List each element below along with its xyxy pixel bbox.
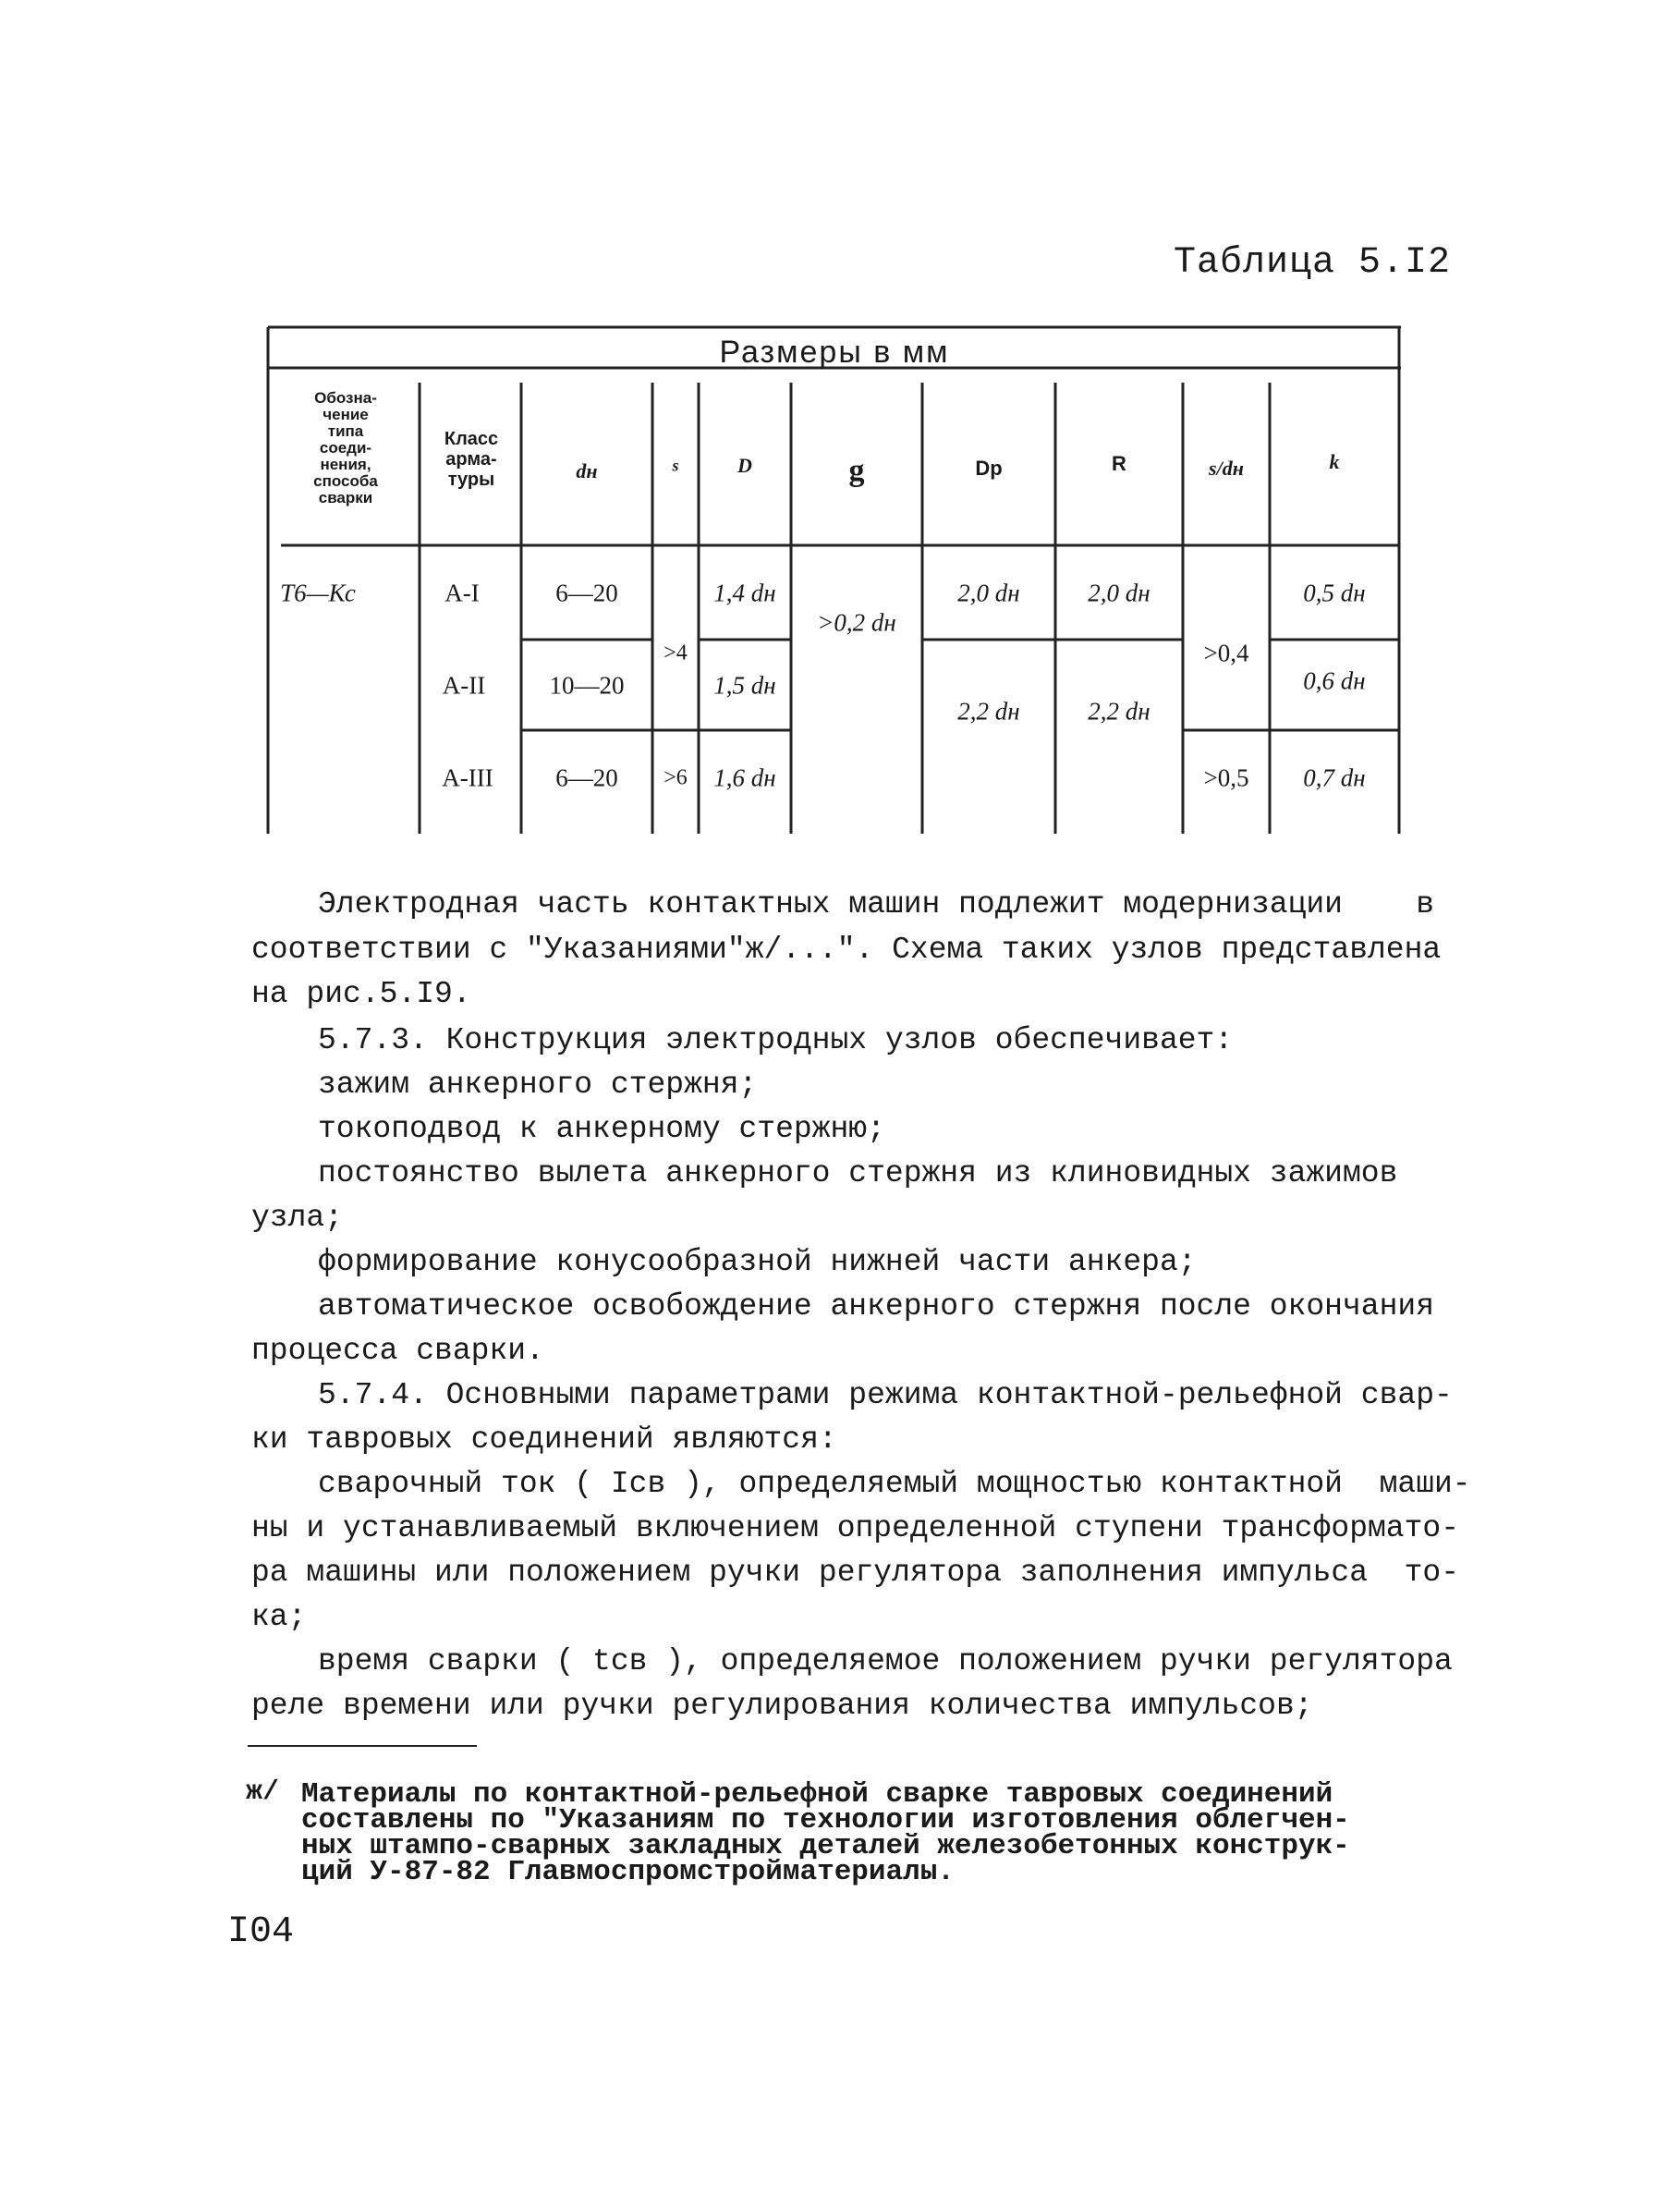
welding-time-line-2: реле времени или ручки регулирования количества импульсов; — [251, 1689, 1313, 1723]
item-cone-forming: формирование конусообразной нижней части анкера; — [318, 1245, 1197, 1279]
table-units: Размеры в мм — [719, 335, 950, 370]
s-dn-row3: >0,5 — [1203, 763, 1249, 792]
section-5-7-3: 5.7.3. Конструкция электродных узлов обеспечивает: — [318, 1023, 1234, 1057]
header-R: R — [1112, 452, 1126, 475]
Dp-row1: 2,0 dн — [957, 579, 1020, 607]
paragraph-1-line-1: Электродная часть контактных машин подлежит модернизации в — [318, 887, 1434, 921]
welding-current-line-4: ка; — [251, 1600, 307, 1634]
header-k: k — [1329, 450, 1340, 473]
item-auto-release-cont: процесса сварки. — [251, 1334, 544, 1368]
item-clamp: зажим анкерного стержня; — [318, 1068, 758, 1102]
footnote-line-4: ций У-87-82 Главмоспромстройматериалы. — [301, 1856, 955, 1888]
s-dn-rows1-2: >0,4 — [1203, 639, 1249, 667]
header-Dp: Dр — [975, 457, 1003, 480]
footnote-line-1: Материалы по контактной-рельефной сварке тавровых соединений — [301, 1778, 1333, 1811]
s-row3: >6 — [663, 765, 688, 790]
footnote-line-2: составлены по "Указаниям по технологии изготовления облегчен- — [301, 1804, 1350, 1837]
header-designation: Обозна- чение типа соеди- нения, способа сварки — [313, 389, 378, 506]
header-s: s — [672, 456, 679, 475]
welding-time-line-1: время сварки ( tсв ), определяемое положением ручки регулятора — [318, 1644, 1453, 1678]
section-5-7-4: 5.7.4. Основными параметрами режима контактной-рельефной свар- — [318, 1378, 1453, 1412]
header-rebar-class: Класс арма- туры — [444, 429, 499, 490]
table-grid — [266, 325, 1403, 834]
item-auto-release: автоматическое освобождение анкерного стержня после окончания — [318, 1289, 1434, 1324]
paragraph-1-line-3: на рис.5.I9. — [251, 977, 471, 1011]
footnote-mark: ж/ — [246, 1776, 280, 1808]
page-number: I04 — [227, 1911, 295, 1953]
item-constant-extension: постоянство вылета анкерного стержня из клиновидных зажимов — [318, 1156, 1398, 1190]
table-caption: Таблица 5.I2 — [1174, 242, 1452, 284]
footnote-line-3: ных штампо-сварных закладных деталей железобетонных конструк- — [301, 1830, 1350, 1862]
Dp-rows2-3: 2,2 dн — [957, 697, 1020, 726]
class-a3: А-III — [442, 763, 493, 792]
s-rows1-2: >4 — [663, 641, 688, 665]
item-constant-extension-cont: узла; — [251, 1201, 344, 1235]
k-row1: 0,5 dн — [1303, 579, 1366, 607]
dn-row2: 10—20 — [549, 671, 625, 700]
dimensions-table — [266, 325, 1403, 834]
D-row2: 1,5 dн — [713, 671, 776, 700]
paragraph-1-line-2: соответствии с "Указаниями"ж/...". Схема таких узлов представлена — [251, 933, 1442, 967]
k-row3: 0,7 dн — [1303, 763, 1366, 792]
dn-row3: 6—20 — [555, 763, 618, 792]
welding-current-line-2: ны и устанавливаемый включением определенной ступени трансформато- — [251, 1511, 1460, 1545]
welding-current-line-1: сварочный ток ( Iсв ), определяемый мощностью контактной маши- — [318, 1467, 1471, 1501]
k-row2: 0,6 dн — [1303, 666, 1366, 695]
D-row3: 1,6 dн — [713, 763, 776, 792]
header-D: D — [737, 454, 752, 477]
R-rows2-3: 2,2 dн — [1088, 697, 1150, 726]
g-value: >0,2 dн — [817, 608, 896, 637]
header-dn: dн — [576, 459, 598, 482]
item-current-supply: токоподвод к анкерному стержню; — [318, 1112, 885, 1146]
header-g: g — [848, 454, 865, 488]
section-5-7-4-cont: ки тавровых соединений являются: — [251, 1422, 837, 1457]
dn-row1: 6—20 — [555, 579, 618, 607]
welding-current-line-3: ра машины или положением ручки регулятора заполнения импульса то- — [251, 1556, 1460, 1590]
class-a2: А-II — [442, 671, 486, 700]
footnote-separator — [248, 1745, 477, 1747]
R-row1: 2,0 dн — [1088, 579, 1150, 607]
header-s-dn: s/dн — [1209, 457, 1244, 480]
designation-value: Т6—Кс — [280, 579, 356, 607]
class-a1: А-I — [444, 579, 480, 607]
D-row1: 1,4 dн — [713, 579, 776, 607]
